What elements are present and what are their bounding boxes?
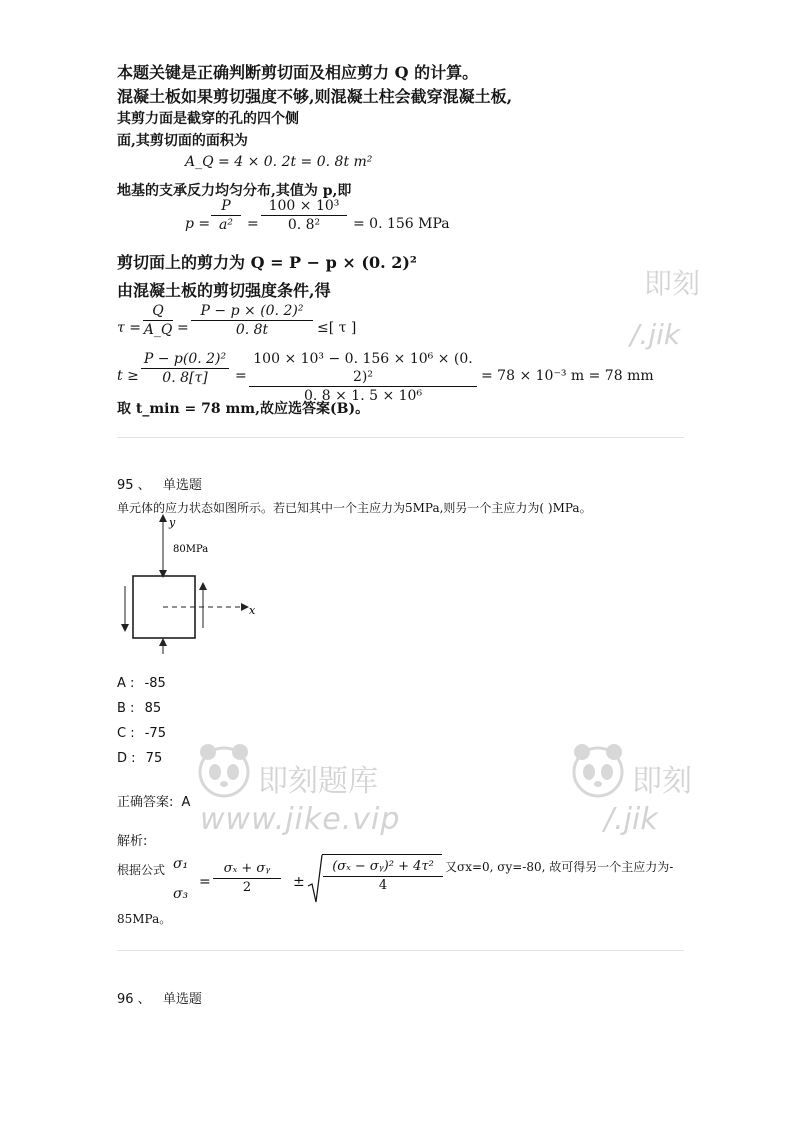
solution-line: 其剪力面是截穿的孔的四个侧 bbox=[117, 111, 299, 127]
analysis-tail-2: 85MPa。 bbox=[117, 912, 172, 926]
p-fraction-2 bbox=[261, 197, 347, 234]
fraction-denominator: A_Q bbox=[143, 322, 173, 338]
t-equation-lhs: t ≥ bbox=[117, 368, 139, 384]
equals-sign: = bbox=[177, 320, 189, 336]
equals-sign: = bbox=[199, 874, 211, 890]
fraction-numerator: (σₓ − σᵧ)² + 4τ² bbox=[323, 858, 443, 877]
watermark-url: /.jik bbox=[604, 802, 658, 837]
option-value: 85 bbox=[144, 701, 162, 716]
analysis-label: 解析: bbox=[117, 834, 148, 849]
question-header bbox=[117, 474, 202, 493]
watermark-brand: 即刻题库 bbox=[258, 764, 378, 799]
question-number: 95 、 bbox=[117, 478, 151, 493]
conclusion-line: 取 t_min = 78 mm,故应选答案(B)。 bbox=[117, 401, 370, 417]
area-equation: A_Q = 4 × 0. 2t = 0. 8t m² bbox=[185, 154, 373, 170]
question-number: 96 、 bbox=[117, 992, 151, 1007]
option-value: -75 bbox=[144, 726, 166, 741]
question-type: 单选题 bbox=[162, 992, 202, 1007]
answer-label: 正确答案: bbox=[117, 795, 174, 810]
question-stem: 单元体的应力状态如图所示。若已知其中一个主应力为5MPa,则另一个主应力为( )MPa。 bbox=[117, 501, 592, 515]
analysis-tail: 又σx=0, σy=-80, 故可得另一个主应力为- bbox=[445, 860, 674, 874]
fraction-denominator: 0. 8 × 1. 5 × 10⁶ bbox=[303, 388, 423, 404]
analysis-prefix: 根据公式 bbox=[117, 863, 166, 877]
correct-answer bbox=[117, 791, 190, 810]
watermark-url: www.jike.vip bbox=[200, 802, 401, 837]
watermark-url: /.jik bbox=[630, 318, 681, 351]
plus-minus: ± bbox=[293, 874, 305, 890]
watermark-brand: 即刻 bbox=[644, 267, 701, 300]
t-fraction-1 bbox=[141, 350, 229, 387]
option-c[interactable] bbox=[117, 726, 166, 741]
root-fraction bbox=[323, 858, 443, 895]
question-header bbox=[117, 988, 202, 1007]
question-type: 单选题 bbox=[162, 478, 202, 493]
p-equation-rhs: = 0. 156 MPa bbox=[353, 216, 450, 232]
tau-fraction-1 bbox=[143, 302, 173, 339]
prev-solution-scan bbox=[117, 60, 687, 420]
watermark-brand: 即刻 bbox=[632, 764, 692, 799]
fraction-numerator: 100 × 10³ − 0. 156 × 10⁶ × (0. 2)² bbox=[249, 350, 477, 387]
equals-sign: = bbox=[235, 368, 247, 384]
option-letter: D : bbox=[117, 751, 136, 766]
sigma-3: σ₃ bbox=[173, 886, 189, 902]
p-equation-lhs: p = bbox=[185, 216, 211, 232]
fraction-denominator: 4 bbox=[378, 878, 388, 893]
sigma-1: σ₁ bbox=[173, 856, 189, 872]
fraction-denominator: 0. 8t bbox=[235, 322, 269, 338]
solution-line: 由混凝土板的剪切强度条件,得 bbox=[117, 281, 331, 300]
solution-line: 混凝土板如果剪切强度不够,则混凝土柱会截穿混凝土板, bbox=[117, 87, 513, 106]
section-divider bbox=[117, 437, 684, 438]
fraction-numerator: 100 × 10³ bbox=[261, 197, 347, 216]
p-fraction-1 bbox=[211, 197, 241, 234]
fraction-numerator: P − p × (0. 2)² bbox=[191, 302, 313, 321]
sqrt-sign bbox=[307, 854, 323, 904]
solution-line: 地基的支承反力均匀分布,其值为 p,即 bbox=[117, 183, 352, 199]
option-value: -85 bbox=[144, 676, 166, 691]
fraction-denominator: a² bbox=[219, 217, 233, 233]
option-a[interactable] bbox=[117, 676, 166, 691]
tau-equation-lhs: τ = bbox=[117, 320, 141, 336]
fraction-denominator: 0. 8[τ] bbox=[162, 370, 208, 386]
option-b[interactable] bbox=[117, 701, 161, 716]
option-value: 75 bbox=[145, 751, 163, 766]
tau-fraction-2 bbox=[191, 302, 313, 339]
y-axis-label: y bbox=[169, 516, 176, 529]
analysis-formula bbox=[117, 852, 687, 912]
fraction-denominator: 2 bbox=[242, 880, 252, 895]
fraction-numerator: Q bbox=[143, 302, 173, 321]
sqrt-bar bbox=[322, 854, 442, 855]
stress-element-figure bbox=[117, 514, 277, 664]
x-axis-label: x bbox=[249, 604, 256, 617]
solution-line: 面,其剪切面的面积为 bbox=[117, 133, 248, 149]
panda-watermark-icon bbox=[196, 742, 252, 802]
answer-value: A bbox=[181, 795, 191, 810]
equals-sign: = bbox=[247, 216, 259, 232]
shear-force-line: 剪切面上的剪力为 Q = P − p × (0. 2)² bbox=[117, 253, 417, 272]
stress-label: 80MPa bbox=[173, 544, 209, 555]
option-d[interactable] bbox=[117, 751, 162, 766]
option-letter: C : bbox=[117, 726, 135, 741]
fraction-denominator: 0. 8² bbox=[287, 217, 321, 233]
t-equation-rhs: = 78 × 10⁻³ m = 78 mm bbox=[481, 368, 654, 384]
panda-watermark-icon bbox=[570, 742, 626, 802]
tau-equation-rhs: ≤[ τ ] bbox=[317, 320, 357, 336]
section-divider bbox=[117, 950, 684, 951]
solution-line: 本题关键是正确判断剪切面及相应剪力 Q 的计算。 bbox=[117, 63, 479, 82]
option-letter: A : bbox=[117, 676, 135, 691]
fraction-numerator: σₓ + σᵧ bbox=[213, 860, 281, 879]
t-fraction-2 bbox=[249, 350, 477, 405]
fraction-numerator: P − p(0. 2)² bbox=[141, 350, 229, 369]
option-letter: B : bbox=[117, 701, 135, 716]
sigma-mean-fraction bbox=[213, 860, 281, 897]
fraction-numerator: P bbox=[211, 197, 241, 216]
